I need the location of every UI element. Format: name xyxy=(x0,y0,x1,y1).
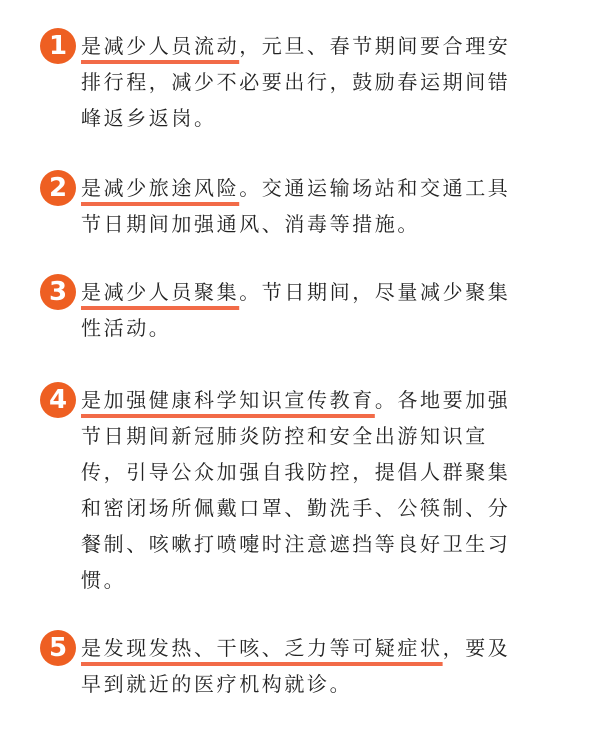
number-badge-1: 1 xyxy=(40,28,76,64)
body-text-4: 。各地要加强节日期间新冠肺炎防控和安全出游知识宣传，引导公众加强自我防控，提倡人群聚集和密闭场所佩戴口罩、勤洗手、公筷制、分餐制、咳嗽打喷嚏时注意遮挡等良好卫生习惯。 xyxy=(81,388,511,592)
body-text-2: 。交通运输场站和交通工具节日期间加强通风、消毒等措施。 xyxy=(81,176,511,236)
body-text-5: ，要及早到就近的医疗机构就诊。 xyxy=(81,636,511,696)
item-text-1 xyxy=(81,28,511,136)
number-badge-2: 2 xyxy=(40,170,76,206)
number-badge-4: 4 xyxy=(40,382,76,418)
item-text-4 xyxy=(81,382,511,598)
number-badge-3: 3 xyxy=(40,274,76,310)
item-text-3 xyxy=(81,274,511,346)
item-text-2 xyxy=(81,170,511,242)
body-text-3: 。节日期间，尽量减少聚集性活动。 xyxy=(81,280,511,340)
highlight-text-4: 是加强健康科学知识宣传教育 xyxy=(81,388,375,412)
highlight-text-1: 是减少人员流动 xyxy=(81,34,240,58)
highlight-text-5: 是发现发热、干咳、乏力等可疑症状 xyxy=(81,636,443,660)
highlight-text-2: 是减少旅途风险 xyxy=(81,176,240,200)
highlight-text-3: 是减少人员聚集 xyxy=(81,280,240,304)
body-text-1: ，元旦、春节期间要合理安排行程，减少不必要出行，鼓励春运期间错峰返乡返岗。 xyxy=(81,34,511,130)
item-text-5 xyxy=(81,630,511,702)
number-badge-5: 5 xyxy=(40,630,76,666)
